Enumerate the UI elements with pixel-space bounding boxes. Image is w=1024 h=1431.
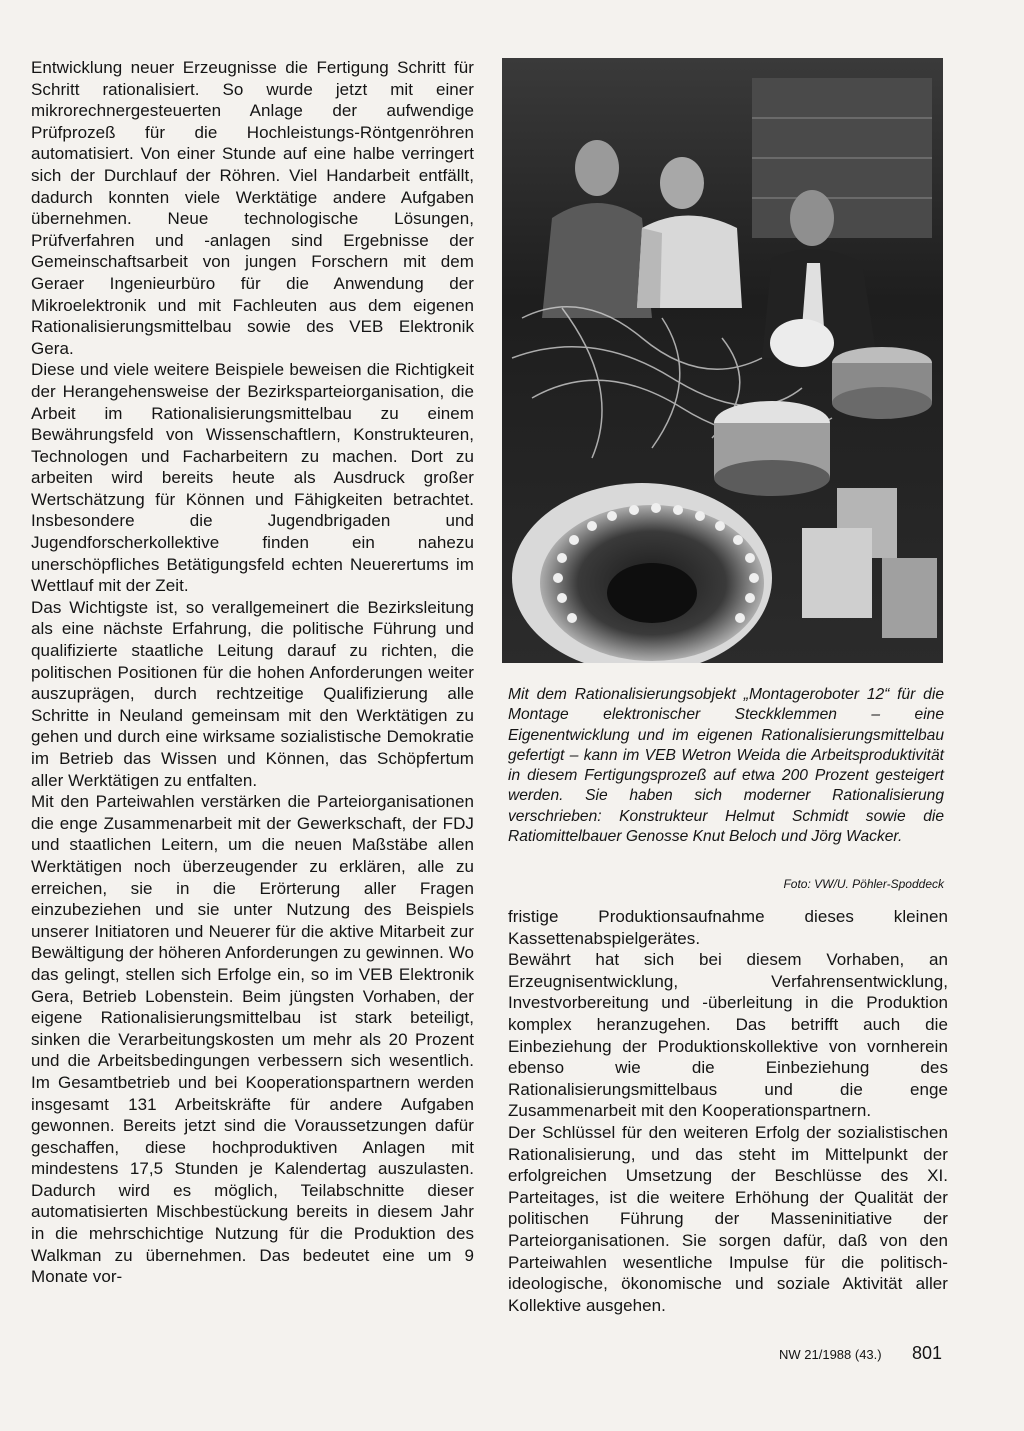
issue-reference: NW 21/1988 (43.) <box>779 1347 882 1362</box>
photo-credit: Foto: VW/U. Pöhler-Spoddeck <box>783 877 944 891</box>
photo-caption: Mit dem Rationalisierungsobjekt „Montageroboter 12“ für die Montage elektronischer Steckklemmen – eine Eigenentwicklung und im eigenen Rationalisierungsmittelbau gefertigt – kann im VEB Wetron Weida die Arbeitsproduktivität in diesem Fertigungsprozeß auf etwa 200 Prozent gesteigert werden. Sie haben sich moderner Rationalisierung verschrieben: Konstrukteur Helmut Schmidt sowie die Ratiomittelbauer Genosse Knut Beloch und Jörg Wacker. <box>508 686 944 846</box>
assembly-robot-photo <box>502 58 943 663</box>
right-text-column <box>508 906 948 1316</box>
paragraph: fristige Produktionsaufnahme dieses kleinen Kassettenabspielgerätes. <box>508 907 948 948</box>
paragraph: Bewährt hat sich bei diesem Vorhaben, an Erzeugnisentwicklung, Verfahrensentwicklung, Investvorbereitung und -überleitung in die Produktion komplex heranzugehen. Das betrifft auch die Einbeziehung der Produktionskollektive von vornherein ebenso wie die Einbeziehung des Rationalisierungsmittelbaus und die enge Zusammenarbeit mit den Kooperationspartnern. <box>508 950 948 1121</box>
paragraph: Das Wichtigste ist, so verallgemeinert die Bezirksleitung als eine nächste Erfahrung, die politische Führung und qualifizierte staatliche Leitung darauf zu richten, die politischen Positionen für die hohen Anforderungen weiter auszuprägen, durch rechtzeitige Qualifizierung alle Schritte in Neuland gemeinsam mit den Werktätigen zu gehen und durch eine wirksame sozialistische Demokratie im Betrieb das Wissen und Können, das Schöpfertum aller Werktätigen zu entfalten. <box>31 597 474 790</box>
paragraph: Der Schlüssel für den weiteren Erfolg der sozialistischen Rationalisierung, und das steht im Mittelpunkt der erfolgreichen Umsetzung der Beschlüsse des XI. Parteitages, ist die weitere Erhöhung der Qualität der politischen Führung der Masseninitiative der Parteiorganisationen. Sie sorgen dafür, daß von den Parteiwahlen wesentliche Impulse für die politisch-ideologische, ökonomische und soziale Aktivität aller Kollektive ausgehen. <box>508 1122 948 1315</box>
page-number: 801 <box>912 1343 943 1363</box>
factory-photo <box>502 58 943 663</box>
paragraph: Mit den Parteiwahlen verstärken die Parteiorganisationen die enge Zusammenarbeit mit der Gewerkschaft, der FDJ und staatlichen Leitern, um die neuen Maßstäbe allen Werktätigen noch überzeugender zu erklären, alle zu erreichen, sie in die Erörterung aller Fragen einzubeziehen und sie unter Nutzung des Beispiels unserer Initiatoren und Neuerer für die aktive Mitarbeit zur Bewältigung der höheren Anforderungen zu gewinnen. Wo das gelingt, stellen sich Erfolge ein, so im VEB Elektronik Gera, Betrieb Lobenstein. Beim jüngsten Vorhaben, der eigene Rationalisierungsmittelbau ist stark beteiligt, sinken die Verarbeitungskosten um mehr als 20 Prozent und die Arbeitsbedingungen verbessern sich wesentlich. Im Gesamtbetrieb und bei Kooperationspartnern werden insgesamt 131 Arbeitskräfte für andere Aufgaben gewonnen. Bereits jetzt sind die Voraussetzungen dafür geschaffen, diese hochproduktiven Anlagen mit mindestens 17,5 Stunden je Kalendertag auszulasten. Dadurch wird es möglich, Teilabschnitte dieser automatisierten Mischbestückung bereits in diesem Jahr in die mehrschichtige Nutzung für die Produktion des Walkman zu übernehmen. Das bedeutet eine um 9 Monate vor- <box>31 792 474 1287</box>
paragraph: Diese und viele weitere Beispiele beweisen die Richtigkeit der Herangehensweise der Bezirksparteiorganisation, die Arbeit im Rationalisierungsmittelbau zu einem Bewährungsfeld von Wissenschaftlern, Konstrukteuren, Technologen und Facharbeitern zu machen. Dort zu arbeiten wird bereits heute als Ausdruck großer Wertschätzung für Können und Fähigkeiten betrachtet. Insbesondere die Jugendbrigaden und Jugendforscherkollektive finden ein nahezu unerschöpfliches Betätigungsfeld echten Neuerertums im Wettlauf mit der Zeit. <box>31 360 474 596</box>
left-text-column <box>31 57 474 1288</box>
paragraph: Entwicklung neuer Erzeugnisse die Fertigung Schritt für Schritt rationalisiert. So wurde jetzt mit einer mikrorechnergesteuerten Anlage der aufwendige Prüfprozeß für die Hochleistungs-Röntgenröhren automatisiert. Von einer Stunde auf eine halbe verringert sich der Durchlauf der Röhren. Viel Handarbeit entfällt, dadurch konnten viele Werktätige andere Aufgaben übernehmen. Neue technologische Lösungen, Prüfverfahren und -anlagen sind Ergebnisse der Gemeinschaftsarbeit von jungen Forschern mit dem Geraer Ingenieurbüro für die Anwendung der Mikroelektronik und mit Fachleuten aus dem eigenen Rationalisierungsmittelbau sowie des VEB Elektronik Gera. <box>31 58 474 358</box>
